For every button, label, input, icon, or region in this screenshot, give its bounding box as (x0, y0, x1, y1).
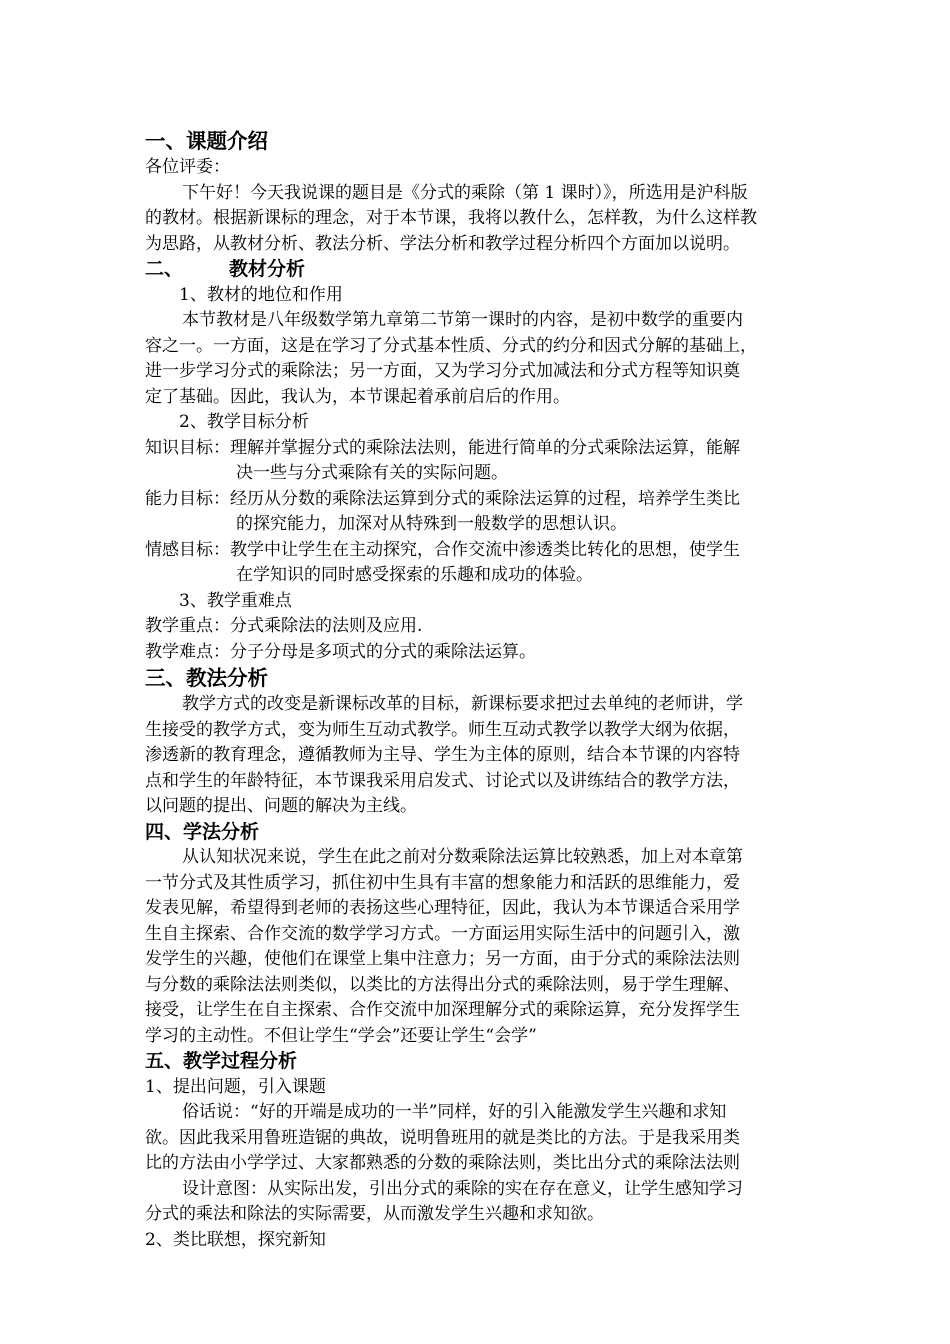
paragraph-line: 容之一。一方面，这是在学习了分式基本性质、分式的约分和因式分解的基础上， (145, 335, 757, 356)
document-page (145, 128, 810, 1253)
paragraph-line: 欲。因此我采用鲁班造锯的典故，说明鲁班用的就是类比的方法。于是我采用类 (145, 1127, 740, 1148)
goal-text-line: 的探究能力，加深对从特殊到一般数学的思想认识。 (236, 514, 627, 534)
paragraph-line: 分式的乘法和除法的实际需要，从而激发学生兴趣和求知欲。 (145, 1204, 604, 1224)
goal-ability (145, 487, 810, 538)
section-heading-learning-method: 四、学法分析 (145, 820, 260, 843)
paragraph-line: 发表见解，希望得到老师的表扬这些心理特征，因此，我认为本节课适合采用学 (145, 898, 740, 918)
step-heading: 1、提出问题，引入课题 (145, 1076, 326, 1097)
heading-number: 二、 (145, 258, 184, 280)
paragraph-line: 的教材。根据新课标的理念，对于本节课，我将以教什么，怎样教，为什么这样教 (145, 208, 757, 228)
step-heading: 2、类比联想，探究新知 (145, 1229, 326, 1250)
paragraph-line: 点和学生的年龄特征，本节课我采用启发式、讨论式以及讲练结合的教学方法， (145, 770, 740, 791)
section-heading-process: 五、教学过程分析 (145, 1050, 298, 1072)
goal-text-line: 教学中让学生在主动探究，合作交流中渗透类比转化的思想，使学生 (230, 539, 740, 560)
paragraph-line: 设计意图：从实际出发，引出分式的乘除的实在存在意义，让学生感知学习 (182, 1178, 743, 1199)
goal-text-line: 经历从分数的乘除法运算到分式的乘除法运算的过程，培养学生类比 (230, 488, 740, 509)
paragraph-line: 从认知状况来说，学生在此之前对分数乘除法运算比较熟悉，加上对本章第 (182, 847, 743, 867)
paragraph-line: 接受，让学生在自主探索、合作交流中加深理解分式的乘除运算，充分发挥学生 (145, 1000, 740, 1020)
goal-knowledge (145, 436, 810, 487)
paragraph-line: 比的方法由小学学过、大家都熟悉的分数的乘除法则，类比出分式的乘除法法则 (145, 1153, 740, 1173)
greeting-line: 各位评委： (145, 157, 230, 177)
paragraph-line: 以问题的提出、问题的解决为主线。 (145, 796, 417, 816)
paragraph-line: 定了基础。因此，我认为，本节课起着承前启后的作用。 (145, 386, 570, 407)
paragraph-line: 教学方式的改变是新课标改革的目标，新课标要求把过去单纯的老师讲，学 (182, 694, 743, 714)
subheading: 2、教学目标分析 (179, 412, 309, 432)
heading-text: 教材分析 (229, 258, 306, 280)
goal-label: 知识目标： (145, 437, 230, 458)
paragraph-line: 一节分式及其性质学习，抓住初中生具有丰富的想象能力和活跃的思维能力，爱 (145, 872, 740, 893)
paragraph-line: 俗话说：“好的开端是成功的一半”同样，好的引入能激发学生兴趣和求知 (182, 1102, 727, 1122)
goal-text-line: 理解并掌握分式的乘除法法则，能进行简单的分式乘除法运算，能解 (230, 437, 740, 458)
paragraph-line: 生接受的教学方式，变为师生互动式教学。师生互动式教学以教学大纲为依据， (145, 719, 740, 740)
difficult-point-line: 教学难点：分子分母是多项式的分式的乘除法运算。 (145, 641, 536, 662)
paragraph-line: 下午好！今天我说课的题目是《分式的乘除（第 1 课时）》，所选用是沪科版 (182, 182, 748, 203)
subheading: 1、教材的地位和作用 (179, 284, 343, 305)
paragraph-line: 为思路，从教材分析、教法分析、学法分析和教学过程分析四个方面加以说明。 (145, 233, 740, 254)
section-heading-teaching-method: 三、教法分析 (145, 666, 268, 690)
goal-label: 情感目标： (145, 539, 230, 560)
paragraph-line: 学习的主动性。不但让学生“学会”还要让学生“会学” (145, 1025, 537, 1046)
goal-label: 能力目标： (145, 488, 230, 509)
paragraph-line: 与分数的乘除法法则类似，以类比的方法得出分式的乘除法则，易于学生理解、 (145, 974, 740, 995)
section-heading-material (145, 257, 810, 283)
paragraph-line: 生自主探索、合作交流的数学学习方式。一方面运用实际生活中的问题引入，激 (145, 923, 740, 944)
goal-emotion (145, 538, 810, 589)
paragraph-line: 发学生的兴趣，使他们在课堂上集中注意力；另一方面，由于分式的乘除法法则 (145, 949, 740, 969)
paragraph-line: 进一步学习分式的乘除法；另一方面，又为学习分式加减法和分式方程等知识奠 (145, 361, 740, 381)
section-heading-intro: 一、课题介绍 (145, 129, 268, 153)
key-point-line: 教学重点：分式乘除法的法则及应用. (145, 616, 423, 636)
paragraph-line: 渗透新的教育理念，遵循教师为主导、学生为主体的原则，结合本节课的内容特 (145, 745, 740, 765)
goal-text-line: 决一些与分式乘除有关的实际问题。 (236, 463, 508, 483)
subheading: 3、教学重难点 (179, 590, 292, 611)
goal-text-line: 在学知识的同时感受探索的乐趣和成功的体验。 (236, 565, 593, 585)
paragraph-line: 本节教材是八年级数学第九章第二节第一课时的内容，是初中数学的重要内 (182, 310, 743, 330)
